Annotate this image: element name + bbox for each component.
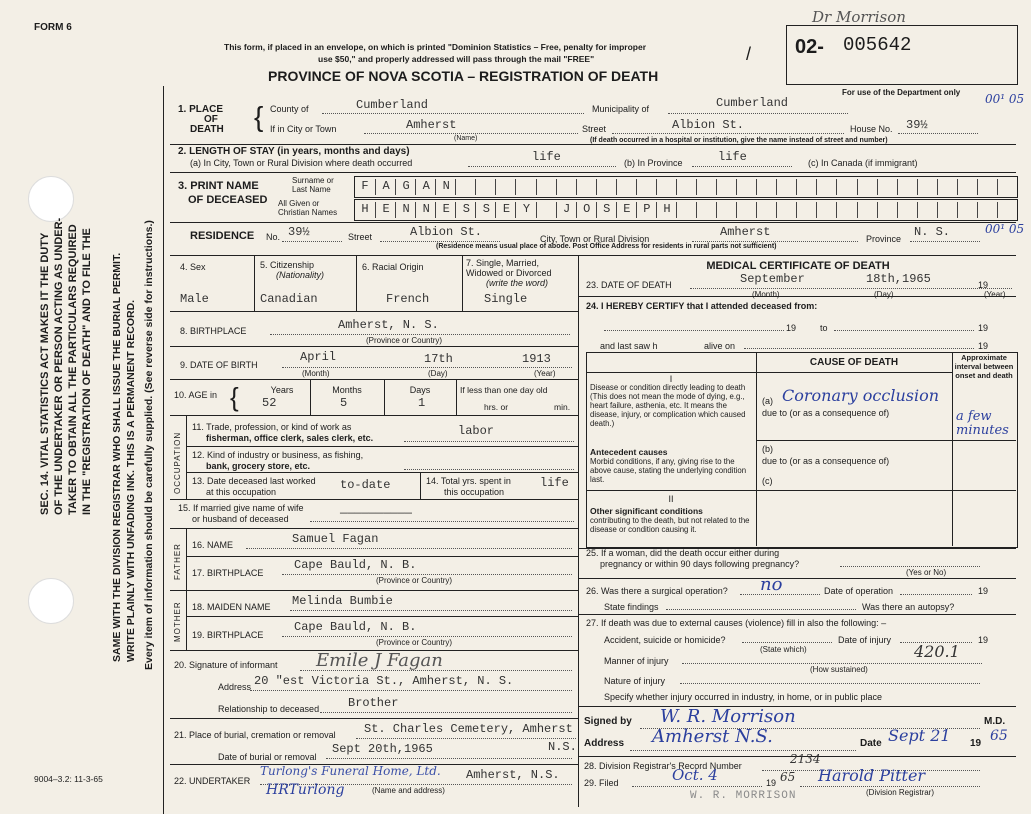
part-two-label: II xyxy=(668,494,674,504)
trade-label: 11. Trade, profession, or kind of work as fisherman, office clerk, sales clerk, etc. xyxy=(192,422,374,443)
dob-label: 9. DATE OF BIRTH xyxy=(180,360,258,370)
father-vertical-label: FATHER xyxy=(173,543,182,580)
surname-cell xyxy=(475,179,496,195)
given-name-cell: H xyxy=(656,202,677,218)
surname-cell xyxy=(897,179,918,195)
given-name-cell xyxy=(977,202,998,218)
state-which-caption: (State which) xyxy=(760,645,807,654)
given-name-cell xyxy=(536,202,557,218)
mother-maiden-label: 18. MAIDEN NAME xyxy=(192,602,271,612)
surname-cell xyxy=(536,179,557,195)
given-name-cell: S xyxy=(475,202,496,218)
burial-date-value: Sept 20th,1965 xyxy=(332,742,433,756)
given-name-cell xyxy=(796,202,817,218)
other-conditions-label: Other significant conditions xyxy=(590,506,703,516)
given-name-cell: E xyxy=(616,202,637,218)
dob-month: April xyxy=(300,350,337,364)
marital-status-value: Single xyxy=(484,292,528,306)
form-number: FORM 6 xyxy=(34,22,72,33)
given-names-label: All Given or Christian Names xyxy=(278,199,338,217)
registration-prefix: 02- xyxy=(795,36,824,58)
given-name-cell: J xyxy=(556,202,577,218)
spouse-value: —————————— xyxy=(340,506,413,520)
how-sustained-caption: (How sustained) xyxy=(810,665,868,674)
birthplace-value: Amherst, N. S. xyxy=(338,318,439,332)
informant-address: 20 "est Victoria St., Amherst, N. S. xyxy=(254,674,514,688)
form-title: PROVINCE OF NOVA SCOTIA – REGISTRATION OF DEATH xyxy=(268,68,659,84)
surname-cell xyxy=(816,179,837,195)
residence-street: Albion St. xyxy=(410,225,483,239)
dob-day: 17th xyxy=(424,352,453,366)
city-label: If in City or Town xyxy=(270,124,337,134)
signed-year: 65 xyxy=(990,728,1008,744)
given-name-cell: O xyxy=(576,202,597,218)
house-label: House No. xyxy=(850,124,893,134)
print-name-label: 3. PRINT NAME xyxy=(178,180,259,192)
residence-label: RESIDENCE xyxy=(190,230,255,242)
surname-cell: A xyxy=(375,179,396,195)
sex-label: 4. Sex xyxy=(180,262,206,272)
manner-code: 420.1 xyxy=(914,642,960,661)
mother-birthplace-label: 19. BIRTHPLACE xyxy=(192,630,264,640)
last-saw-alive-label: alive on xyxy=(704,341,736,351)
filed-label: 29. Filed xyxy=(584,778,619,788)
mail-notice-line2: use $50," and properly addressed will pass through the mail "FREE" xyxy=(318,54,595,64)
filed-date: Oct. 4 xyxy=(672,766,718,784)
birthplace-label: 8. BIRTHPLACE xyxy=(180,326,247,336)
cause-a-value: Coronary occlusion xyxy=(782,386,940,405)
mail-notice-line1: This form, if placed in an envelope, on which is printed "Dominion Statistics – Free, penalty for improper xyxy=(224,42,647,52)
of-deceased-label: OF DECEASED xyxy=(188,194,268,206)
given-name-cell xyxy=(997,202,1018,218)
surname-cell xyxy=(957,179,978,195)
racial-origin-label: 6. Racial Origin xyxy=(362,262,424,272)
registrar-signature: Harold Pitter xyxy=(818,766,926,785)
surname-cell xyxy=(515,179,536,195)
dod-day: 18th,1965 xyxy=(866,272,931,286)
part-one-label: I xyxy=(669,374,673,384)
given-name-cell: S xyxy=(455,202,476,218)
surname-cell xyxy=(696,179,717,195)
undertaker-location: Amherst, N.S. xyxy=(466,768,560,782)
city-name-caption: (Name) xyxy=(454,135,478,142)
dod-month: September xyxy=(740,272,805,286)
physician-address: Amherst N.S. xyxy=(652,726,773,747)
father-name-value: Samuel Fagan xyxy=(292,532,379,546)
father-name-label: 16. NAME xyxy=(192,540,234,550)
department-code-1: 00¹ 05 xyxy=(985,92,1025,106)
place-label-of: OF xyxy=(204,114,218,125)
burial-permit-notice: SAME WITH THE DIVISION REGISTRAR WHO SHALL ISSUE THE BURIAL PERMIT. WRITE PLAINLY WITH UNFADING INK. THIS IS A PERMANENT RECORD. xyxy=(111,252,137,662)
citizenship-label: 5. Citizenship (Nationality) xyxy=(260,260,325,280)
dob-month-caption: (Month) xyxy=(302,369,330,378)
given-name-cell: H xyxy=(361,202,369,216)
min-label: min. xyxy=(554,402,571,412)
signed-date-label: Date xyxy=(860,738,882,749)
dod-month-caption: (Month) xyxy=(752,290,780,299)
operation-date-label: Date of operation xyxy=(824,586,894,596)
given-name-cell xyxy=(776,202,797,218)
cause-of-death-heading: CAUSE OF DEATH xyxy=(809,357,899,368)
dash-mark: / xyxy=(746,44,752,64)
given-name-cell xyxy=(696,202,717,218)
interval-label: Approximate interval between onset and death xyxy=(954,353,1014,380)
stay-label: 2. LENGTH OF STAY (in years, months and days) xyxy=(178,146,410,157)
given-name-cell xyxy=(857,202,878,218)
given-name-cell: N xyxy=(395,202,416,218)
spouse-label: 15. If married give name of wife or husband of deceased xyxy=(178,503,304,524)
burial-date-label: Date of burial or removal xyxy=(218,752,317,762)
mother-vertical-label: MOTHER xyxy=(173,601,182,642)
total-years-value: life xyxy=(540,476,569,490)
informant-signature: Emile J Fagan xyxy=(316,650,443,671)
cause-c-label: (c) xyxy=(762,476,773,486)
given-names-grid xyxy=(354,199,1018,221)
given-name-cell xyxy=(937,202,958,218)
house-value: 39½ xyxy=(906,118,928,132)
manner-label: Manner of injury xyxy=(604,656,669,666)
hospital-note: (If death occurred in a hospital or institution, give the name instead of street and number) xyxy=(590,137,888,144)
antecedent-label: Antecedent causes xyxy=(590,447,668,457)
physician-address-label: Address xyxy=(584,738,625,749)
given-name-cell xyxy=(877,202,898,218)
given-name-cell: S xyxy=(596,202,617,218)
residence-no-label: No. xyxy=(266,232,281,242)
mother-birthplace-caption: (Province or Country) xyxy=(376,638,453,647)
surname-cell xyxy=(455,179,476,195)
surname-cell: A xyxy=(415,179,436,195)
city-value: Amherst xyxy=(406,118,457,132)
signed-date: Sept 21 xyxy=(888,726,951,745)
signed-year-prefix: 19 xyxy=(970,738,982,749)
given-name-cell xyxy=(756,202,777,218)
cause-a-interval: a few minutes xyxy=(956,409,1009,438)
county-value: Cumberland xyxy=(356,98,429,112)
given-name-cell: Y xyxy=(515,202,536,218)
information-notice: Every item of information should be carefully supplied. (See reverse side for instructions.) xyxy=(143,220,155,670)
certify-19-b: 19 xyxy=(978,323,989,333)
surname-cell xyxy=(556,179,577,195)
father-birthplace-value: Cape Bauld, N. B. xyxy=(294,558,417,572)
surname-cell: N xyxy=(435,179,456,195)
cause-b-label: (b) xyxy=(762,444,773,454)
residence-city-label: City, Town or Rural Division xyxy=(540,234,650,244)
yes-no-caption: (Yes or No) xyxy=(906,568,947,577)
registration-number: 005642 xyxy=(843,34,912,56)
surname-cell xyxy=(596,179,617,195)
given-name-cell: E xyxy=(495,202,516,218)
autopsy-label: Was there an autopsy? xyxy=(862,602,955,612)
medical-certificate-heading: MEDICAL CERTIFICATE OF DEATH xyxy=(706,260,890,272)
certify-to-label: to xyxy=(820,323,828,333)
given-name-cell xyxy=(957,202,978,218)
burial-place-province: N.S. xyxy=(548,740,577,754)
filed-year-prefix: 19 xyxy=(766,778,777,788)
given-name-cell xyxy=(836,202,857,218)
surname-grid xyxy=(354,176,1018,198)
stay-a-value: life xyxy=(532,150,561,164)
surname-cell xyxy=(716,179,737,195)
given-name-cell xyxy=(736,202,757,218)
dob-year-caption: (Year) xyxy=(534,369,556,378)
surname-cell xyxy=(495,179,516,195)
surname-cell xyxy=(636,179,657,195)
q26-label: 26. Was there a surgical operation? xyxy=(586,586,728,596)
department-use-label: For use of the Department only xyxy=(842,88,961,97)
age-days-value: 1 xyxy=(418,396,426,410)
surname-cell xyxy=(616,179,637,195)
residence-province-label: Province xyxy=(866,234,902,244)
md-label: M.D. xyxy=(984,716,1006,727)
given-name-cell: P xyxy=(636,202,657,218)
residence-province: N. S. xyxy=(914,225,951,239)
dod-year-prefix: 19 xyxy=(978,280,989,290)
surname-cell xyxy=(756,179,777,195)
occupation-vertical-label: OCCUPATION xyxy=(173,431,182,494)
undertaker-caption: (Name and address) xyxy=(372,786,445,795)
injury-date-label: Date of injury xyxy=(838,635,892,645)
citizenship-value: Canadian xyxy=(260,292,318,306)
street-value: Albion St. xyxy=(672,118,745,132)
date-of-death-label: 23. DATE OF DEATH xyxy=(586,280,672,290)
top-handwritten-name: Dr Morrison xyxy=(812,8,906,26)
age-brace: { xyxy=(230,382,239,412)
certify-label: 24. I HEREBY CERTIFY that I attended deceased from: xyxy=(586,301,818,311)
informant-address-label: Address xyxy=(218,682,252,692)
given-name-cell: E xyxy=(375,202,396,218)
sex-value: Male xyxy=(180,292,209,306)
last-worked-value: to-date xyxy=(340,478,391,492)
antecedent-text: Morbid conditions, if any, giving rise to the above cause, stating the underlying condition last. xyxy=(590,457,747,484)
age-years-label: Years xyxy=(270,385,294,395)
department-code-2: 00¹ 05 xyxy=(985,222,1025,236)
given-name-cell: E xyxy=(435,202,456,218)
burial-place-value: St. Charles Cemetery, Amherst xyxy=(364,722,573,736)
age-label: 10. AGE in xyxy=(174,390,218,400)
disease-label: Disease or condition directly leading to death (This does not mean the mode of dying, e.g., heart failure, asthenia, etc. It means the disease, injury, or complication which caused death.) xyxy=(590,383,746,428)
physician-signature: W. R. Morrison xyxy=(660,706,796,727)
surname-cell xyxy=(997,179,1018,195)
dod-year-caption: (Year) xyxy=(984,290,1006,299)
surname-cell xyxy=(776,179,797,195)
surname-cell: F xyxy=(361,179,369,193)
relationship-value: Brother xyxy=(348,696,399,710)
place-label-death: DEATH xyxy=(190,124,224,135)
undertaker-label: 22. UNDERTAKER xyxy=(174,776,251,786)
punch-hole-top xyxy=(28,176,74,222)
father-birthplace-label: 17. BIRTHPLACE xyxy=(192,568,264,578)
stay-b-value: life xyxy=(718,150,747,164)
cause-a-label: (a) xyxy=(762,396,773,406)
residence-note: (Residence means usual place of abode. Post Office Address for residents in rural parts not sufficient) xyxy=(436,243,777,250)
registration-number-box xyxy=(786,25,1018,85)
last-saw-19: 19 xyxy=(978,341,989,351)
given-name-cell xyxy=(897,202,918,218)
relationship-label: Relationship to deceased xyxy=(218,704,320,714)
burial-place-label: 21. Place of burial, cremation or removal xyxy=(174,730,336,740)
municipality-value: Cumberland xyxy=(716,96,789,110)
left-margin-rule xyxy=(163,86,164,814)
q26-value: no xyxy=(760,574,783,595)
county-label: County of xyxy=(270,104,309,114)
punch-hole-bottom xyxy=(28,578,74,624)
mother-maiden-value: Melinda Bumbie xyxy=(292,594,393,608)
given-name-cell xyxy=(816,202,837,218)
certify-19-a: 19 xyxy=(786,323,797,333)
under-day-label: If less than one day old xyxy=(460,385,548,395)
state-findings-label: State findings xyxy=(604,602,659,612)
informant-signature-label: 20. Signature of informant xyxy=(174,660,278,670)
due-to-a: due to (or as a consequence of) xyxy=(762,408,890,418)
stay-c-label: (c) In Canada (if immigrant) xyxy=(808,158,918,168)
surname-cell xyxy=(796,179,817,195)
physician-name-stamp: W. R. MORRISON xyxy=(690,790,797,802)
birthplace-caption: (Province or Country) xyxy=(366,336,443,345)
last-saw-label: and last saw h xyxy=(600,341,658,351)
dob-year: 1913 xyxy=(522,352,551,366)
record-number: 2134 xyxy=(790,752,821,766)
industry-label: 12. Kind of industry or business, as fishing, bank, grocery store, etc. xyxy=(192,450,364,471)
given-name-cell: N xyxy=(415,202,436,218)
stay-b-label: (b) In Province xyxy=(624,158,683,168)
due-to-b: due to (or as a consequence of) xyxy=(762,456,890,466)
age-years-value: 52 xyxy=(262,396,277,410)
given-name-cell xyxy=(716,202,737,218)
father-birthplace-caption: (Province or Country) xyxy=(376,576,453,585)
q27-label: 27. If death was due to external causes (violence) fill in also the following: – xyxy=(586,618,887,628)
surname-cell xyxy=(836,179,857,195)
dob-day-caption: (Day) xyxy=(428,369,448,378)
municipality-label: Municipality of xyxy=(592,104,650,114)
surname-cell xyxy=(977,179,998,195)
surname-cell xyxy=(656,179,677,195)
age-days-label: Days xyxy=(409,385,431,395)
footer-code: 9004–3.2: 11-3-65 xyxy=(34,774,103,784)
brace: { xyxy=(254,101,264,132)
mother-birthplace-value: Cape Bauld, N. B. xyxy=(294,620,417,634)
surname-cell xyxy=(857,179,878,195)
operation-19: 19 xyxy=(978,586,989,596)
other-conditions-text: contributing to the death, but not related to the disease or condition causing it. xyxy=(590,516,750,534)
registrar-caption: (Division Registrar) xyxy=(866,788,935,797)
age-months-value: 5 xyxy=(340,396,348,410)
accident-label: Accident, suicide or homicide? xyxy=(604,635,726,645)
undertaker-signature: HRTurlong xyxy=(266,782,345,798)
surname-cell xyxy=(576,179,597,195)
residence-no: 39½ xyxy=(288,225,310,239)
total-years-label: 14. Total yrs. spent in this occupation xyxy=(426,476,511,497)
injury-19: 19 xyxy=(978,635,989,645)
surname-label: Surname or Last Name xyxy=(292,176,334,194)
given-name-cell xyxy=(917,202,938,218)
last-worked-label: 13. Date deceased last worked at this occupation xyxy=(192,476,316,497)
stay-a-label: (a) In City, Town or Rural Division where death occurred xyxy=(190,158,413,168)
marital-status-label: 7. Single, Married, Widowed or Divorced (write the word) xyxy=(466,258,552,288)
q25-label: 25. If a woman, did the death occur either during pregnancy or within 90 days following pregnancy? xyxy=(586,548,800,569)
surname-cell xyxy=(877,179,898,195)
sec14-notice: SEC. 14. VITAL STATISTICS ACT MAKES IT THE DUTY OF THE UNDERTAKER OR PERSON ACTING AS UNDER- TAKER TO OBTAIN ALL THE PARTICULARS REQUIRED IN THE "REGISTRATION OF DEATH" AND TO FILE THE xyxy=(39,217,93,515)
trade-value: labor xyxy=(458,424,495,438)
surname-cell xyxy=(917,179,938,195)
specify-label: Specify whether injury occurred in industry, in home, or in public place xyxy=(604,692,882,702)
residence-city: Amherst xyxy=(720,225,771,239)
surname-cell xyxy=(676,179,697,195)
surname-cell xyxy=(937,179,958,195)
place-label: 1. PLACE xyxy=(178,104,224,115)
street-label: Street xyxy=(582,124,607,134)
hrs-label: hrs. or xyxy=(484,402,509,412)
record-number-label: 28. Division Registrar's Record Number xyxy=(584,761,742,771)
surname-cell xyxy=(736,179,757,195)
surname-cell: G xyxy=(395,179,416,195)
racial-origin-value: French xyxy=(386,292,430,306)
undertaker-stamp: Turlong's Funeral Home, Ltd. xyxy=(260,764,441,778)
filed-year: 65 xyxy=(780,770,796,784)
signed-by-label: Signed by xyxy=(584,716,632,727)
dod-day-caption: (Day) xyxy=(874,290,894,299)
nature-label: Nature of injury xyxy=(604,676,666,686)
given-name-cell xyxy=(676,202,697,218)
age-months-label: Months xyxy=(332,385,362,395)
residence-street-label: Street xyxy=(348,232,373,242)
